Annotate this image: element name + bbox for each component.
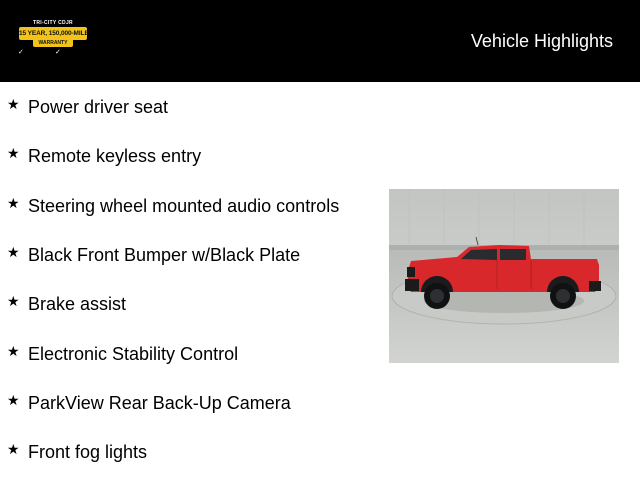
star-icon: ★ (7, 96, 20, 112)
red-pickup-truck-photo (389, 189, 619, 363)
header-bar (0, 0, 640, 82)
list-item (0, 341, 380, 367)
star-icon: ★ (7, 244, 20, 260)
star-icon: ★ (7, 145, 20, 161)
feature-label: Remote keyless entry (28, 146, 202, 166)
feature-label: Electronic Stability Control (28, 344, 239, 364)
list-item (0, 193, 380, 219)
feature-label: Brake assist (28, 294, 127, 314)
badge-warranty-label: WARRANTY (33, 40, 73, 47)
warranty-badge-logo (19, 20, 87, 50)
star-icon: ★ (7, 343, 20, 359)
star-icon: ★ (7, 195, 20, 211)
badge-dealer-name: TRI-CITY CDJR (33, 20, 73, 26)
feature-label: ParkView Rear Back-Up Camera (28, 393, 291, 413)
list-item (0, 143, 380, 169)
list-item (0, 242, 380, 268)
star-icon: ★ (7, 441, 20, 457)
check-icon: ✓ (18, 49, 24, 56)
feature-label: Power driver seat (28, 97, 169, 117)
list-item (0, 94, 380, 120)
page-title: Vehicle Highlights (470, 31, 613, 51)
star-icon: ★ (7, 293, 20, 309)
list-item (0, 390, 380, 416)
feature-label: Front fog lights (28, 442, 148, 462)
feature-label: Steering wheel mounted audio controls (28, 196, 340, 216)
vehicle-photo[interactable] (389, 189, 619, 363)
list-item (0, 291, 380, 317)
badge-warranty-term: 15 YEAR, 150,000-MILE (19, 27, 87, 40)
list-item (0, 439, 380, 465)
feature-label: Black Front Bumper w/Black Plate (28, 245, 301, 265)
star-icon: ★ (7, 392, 20, 408)
check-icon: ✓ (55, 49, 61, 56)
